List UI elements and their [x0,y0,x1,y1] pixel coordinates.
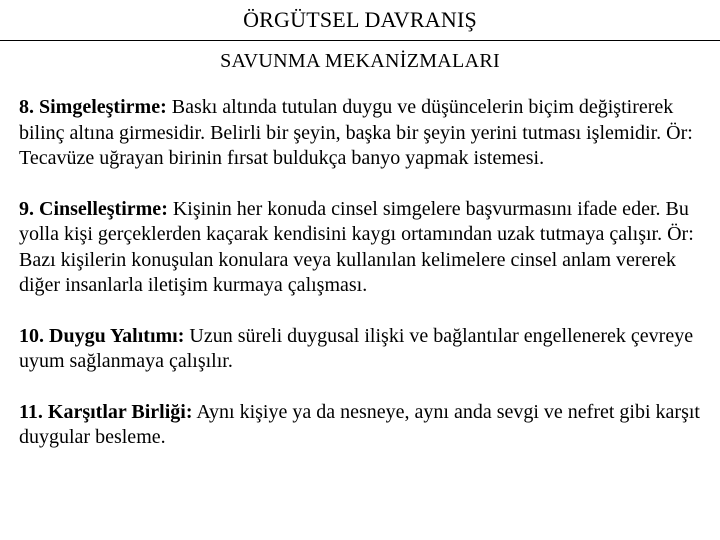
definition-term: 9. Cinselleştirme: [19,197,168,220]
definition-text: Baskı altında tutulan duygu ve düşüncelerin biçim değiştirerek bilinç altına girmesidir. Belirli bir şeyin, başka bir şeyin yerini tutması işlemidir. Ör: Tecavüze uğrayan birinin fırsat buldukça banyo yapmak istemesi. [19,96,693,169]
definition-text: Aynı kişiye ya da nesneye, aynı anda sevgi ve nefret gibi karşıt duygular besleme. [19,400,700,448]
definition-text: Uzun süreli duygusal ilişki ve bağlantılar engellenerek çevreye uyum sağlanmaya çalışılır. [19,324,694,372]
page-title: ÖRGÜTSEL DAVRANIŞ [243,7,477,32]
title-divider [0,40,720,41]
definition-term: 11. Karşıtlar Birliği: [19,400,193,423]
definition-duygu-yalitimi [19,324,709,375]
definition-simgelestirme [19,95,709,172]
page-subtitle: SAVUNMA MEKANİZMALARI [220,50,500,72]
definition-cinsellestirme [19,197,709,299]
content-body [19,95,709,476]
definition-text: Kişinin her konuda cinsel simgelere başvurmasını ifade eder. Bu yolla kişi gerçeklerden kaçarak kendisini kaygı ortamından uzak tutmaya çalışır. Ör: Bazı kişilerin konuşulan konulara veya kullanılan kelimelere cinsel anlam vererek diğer insanlarla iletişim kurmaya çalışması. [19,197,694,296]
definition-karsitlar-birligi [19,400,709,451]
definition-term: 10. Duygu Yalıtımı: [19,324,185,347]
definition-term: 8. Simgeleştirme: [19,96,167,118]
